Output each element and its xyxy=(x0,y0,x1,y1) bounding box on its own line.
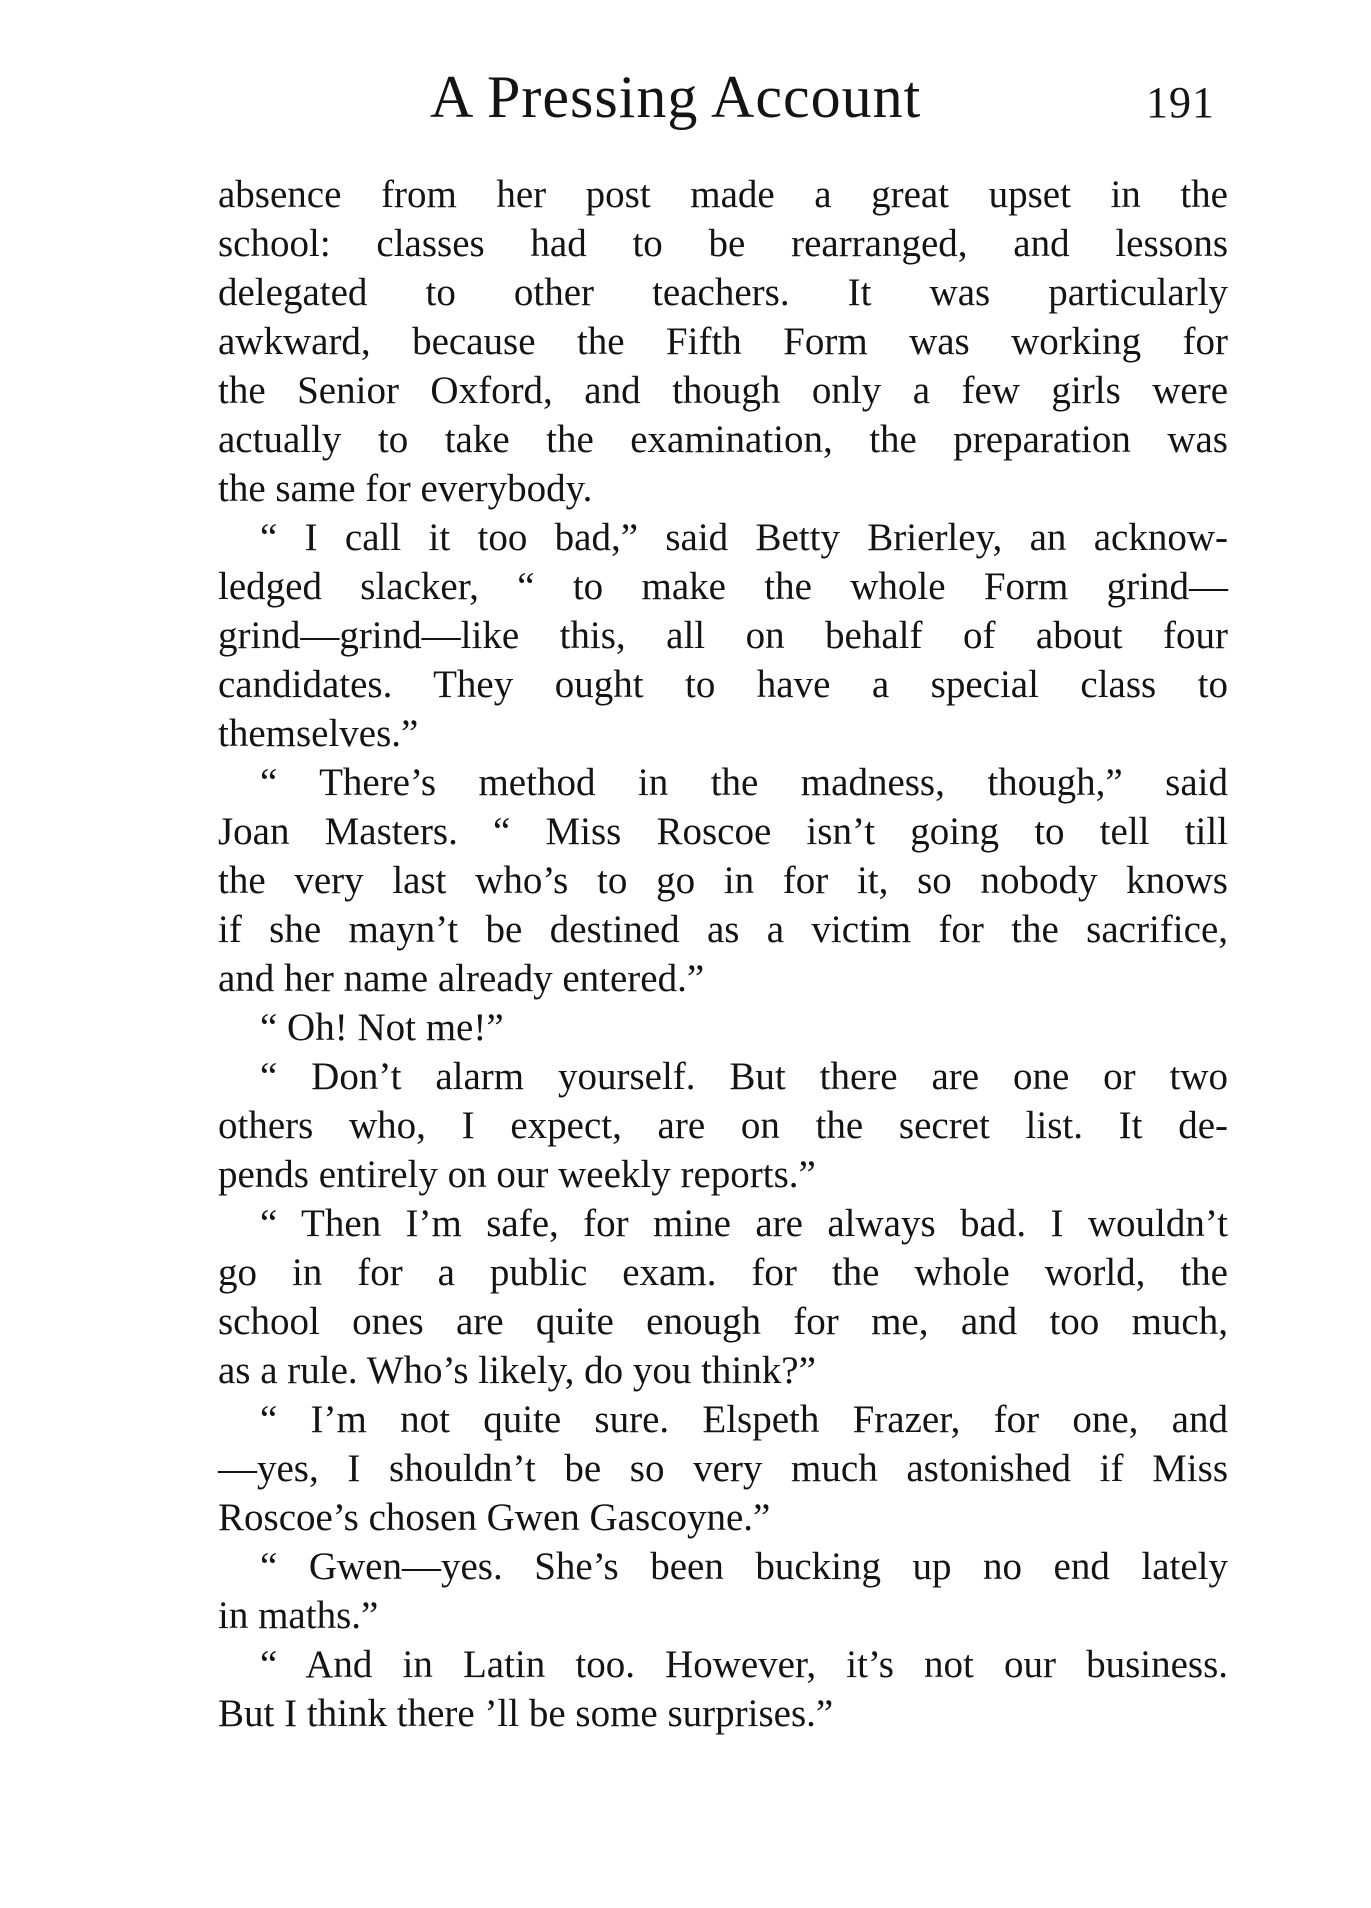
text-line: “ Oh! Not me!” xyxy=(260,1006,504,1049)
text-line: in maths.” xyxy=(218,1594,379,1637)
text-line: “ And in Latin too. However, it’s not our business. xyxy=(260,1643,1228,1686)
text-line: —yes, I shouldn’t be so very much astonished if Miss xyxy=(218,1447,1228,1490)
text-line: “ Don’t alarm yourself. But there are one or two xyxy=(260,1055,1228,1098)
text-line: others who, I expect, are on the secret list. It de- xyxy=(218,1104,1228,1147)
text-line: pends entirely on our weekly reports.” xyxy=(218,1153,816,1196)
text-line: delegated to other teachers. It was particularly xyxy=(218,271,1228,314)
text-line: the very last who’s to go in for it, so nobody knows xyxy=(218,859,1228,902)
text-line: grind—grind—like this, all on behalf of about four xyxy=(218,614,1228,657)
text-line: school: classes had to be rearranged, and lessons xyxy=(218,222,1228,265)
text-line: the Senior Oxford, and though only a few girls were xyxy=(218,369,1228,412)
text-line: the same for everybody. xyxy=(218,467,593,510)
running-head xyxy=(430,62,1230,132)
text-line: and her name already entered.” xyxy=(218,957,705,1000)
text-line: awkward, because the Fifth Form was working for xyxy=(218,320,1228,363)
text-line: absence from her post made a great upset in the xyxy=(218,173,1228,216)
text-line: “ Then I’m safe, for mine are always bad. I wouldn’t xyxy=(260,1202,1228,1245)
text-line: candidates. They ought to have a special class to xyxy=(218,663,1228,706)
text-line: But I think there ’ll be some surprises.” xyxy=(218,1692,834,1735)
text-line: ledged slacker, “ to make the whole Form grind— xyxy=(218,565,1228,608)
text-line: “ I call it too bad,” said Betty Brierley, an acknow- xyxy=(260,516,1228,559)
body-text xyxy=(218,170,1228,1738)
text-line: “ Gwen—yes. She’s been bucking up no end lately xyxy=(260,1545,1228,1588)
text-line: Roscoe’s chosen Gwen Gascoyne.” xyxy=(218,1496,771,1539)
text-line: themselves.” xyxy=(218,712,419,755)
text-line: actually to take the examination, the preparation was xyxy=(218,418,1228,461)
running-title: A Pressing Account xyxy=(430,64,922,130)
text-line: go in for a public exam. for the whole world, the xyxy=(218,1251,1228,1294)
text-line: “ I’m not quite sure. Elspeth Frazer, for one, and xyxy=(260,1398,1228,1441)
text-line: “ There’s method in the madness, though,” said xyxy=(260,761,1228,804)
page-number: 191 xyxy=(1146,78,1215,127)
text-line: school ones are quite enough for me, and too much, xyxy=(218,1300,1228,1343)
text-line: as a rule. Who’s likely, do you think?” xyxy=(218,1349,816,1392)
text-line: if she mayn’t be destined as a victim for the sacrifice, xyxy=(218,908,1228,951)
text-line: Joan Masters. “ Miss Roscoe isn’t going to tell till xyxy=(218,810,1228,853)
